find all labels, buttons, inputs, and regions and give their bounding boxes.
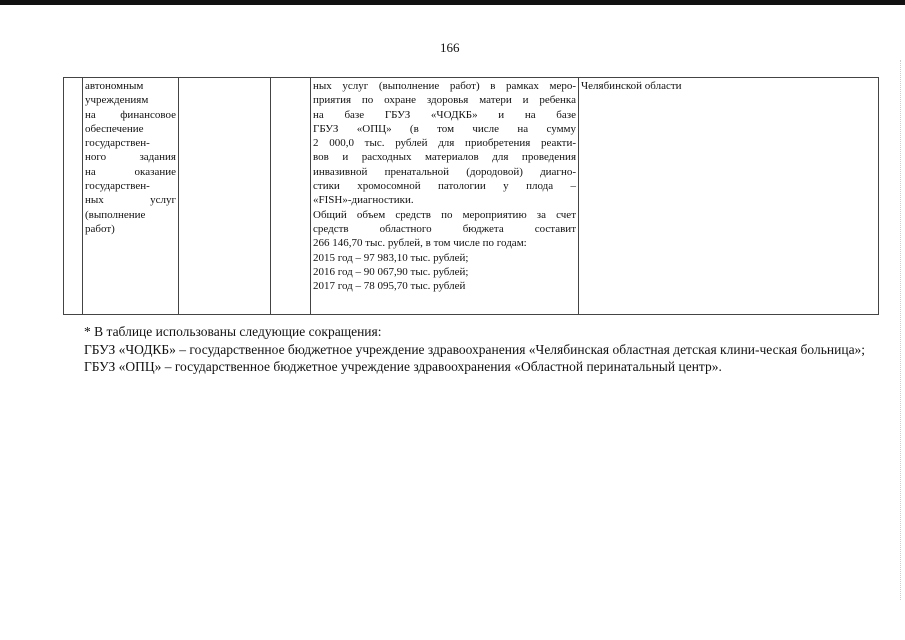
text-line: автономным [85,80,144,92]
text-line: приятия по охране здоровья матери и ребенка [313,94,576,107]
text-line: ГБУЗ «ОПЦ» (в том числе на сумму [313,122,576,135]
text-line: на финансовое [85,108,176,121]
program-table [63,77,879,315]
text-line: (выполнение [85,208,146,221]
text-line: на базе ГБУЗ «ЧОДКБ» и на базе [313,108,576,121]
text-line: учреждениям [85,94,149,107]
text-line: государствен- [85,137,150,150]
text-line: работ) [85,222,115,235]
footnote-intro: * В таблице использованы следующие сокращения: [84,324,382,339]
scan-top-edge [0,0,905,5]
cell-empty [179,78,271,315]
page-number: 166 [440,40,460,55]
text-line: на оказание [85,165,176,178]
text-line: 266 146,70 тыс. рублей, в том числе по годам: [313,237,527,250]
text-line: 2017 год – 78 095,70 тыс. рублей [313,280,466,293]
text-line: ного задания [85,151,176,164]
text-line: стики хромосомной патологии у плода – [313,180,576,193]
footnotes [60,323,875,376]
cell-measure-details [311,78,579,315]
text-line: ных услуг [85,194,176,207]
cell-number [64,78,83,315]
text-line: «FISH»-диагностики. [313,194,414,207]
text-line: 2 000,0 тыс. рублей для приобретения реакти- [313,137,576,150]
text-line: государствен- [85,180,150,193]
text-line: инвазивной пренатальной (дородовой) диагно- [313,165,576,178]
text-line: 2015 год – 97 983,10 тыс. рублей; [313,251,469,264]
text-line: обеспечение [85,122,144,135]
cell-executor: Челябинской области [579,78,879,315]
text-line: 2016 год – 90 067,90 тыс. рублей; [313,265,469,278]
text-line: средств областного бюджета составит [313,222,576,235]
scan-margin-noise [899,60,901,600]
text-line: ных услуг (выполнение работ) в рамках меро- [313,80,576,92]
footnote-chodkb: ГБУЗ «ЧОДКБ» – государственное бюджетное учреждение здравоохранения «Челябинская областная детская клини-ческая больница»; [84,341,866,357]
table-row [64,78,879,315]
text-line: Общий объем средств по мероприятию за счет [313,208,576,221]
cell-description [83,78,179,315]
footnote-opc: ГБУЗ «ОПЦ» – государственное бюджетное учреждение здравоохранения «Областной перинатальный центр». [84,359,722,374]
cell-empty [271,78,311,315]
text-line: вов и расходных материалов для проведения [313,151,576,164]
